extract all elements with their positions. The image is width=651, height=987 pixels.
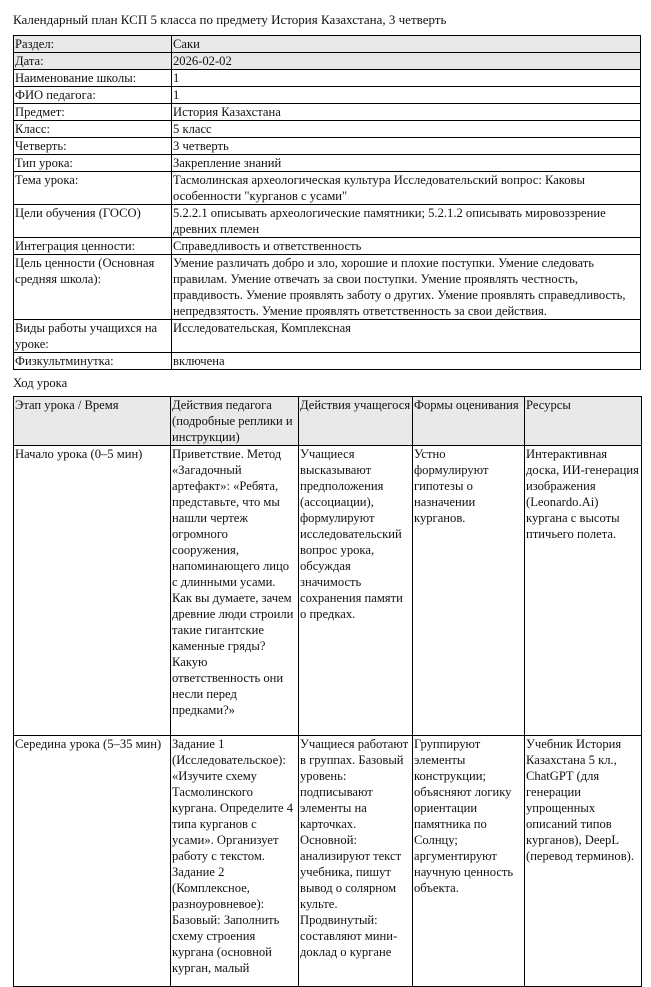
info-row-value-integration: [14, 238, 641, 255]
info-value: История Казахстана: [172, 104, 641, 121]
table-cell: Середина урока (5–35 мин): [14, 736, 171, 987]
table-header-row: [14, 397, 642, 446]
info-label: Дата:: [14, 53, 172, 70]
info-value: 3 четверть: [172, 138, 641, 155]
info-row-work-types: [14, 320, 641, 353]
info-label: Предмет:: [14, 104, 172, 121]
info-value: 2026-02-02: [172, 53, 641, 70]
info-row-topic: [14, 172, 641, 205]
table-row: [14, 446, 642, 736]
info-row-section: [14, 36, 641, 53]
lesson-progress-table: [13, 396, 642, 987]
info-label: Цель ценности (Основная средняя школа):: [14, 255, 172, 320]
info-label: Физкультминутка:: [14, 353, 172, 370]
info-row-subject: [14, 104, 641, 121]
info-value: Саки: [172, 36, 641, 53]
info-row-date: [14, 53, 641, 70]
info-label: Виды работы учащихся на уроке:: [14, 320, 172, 353]
table-cell: Учебник История Казахстана 5 кл., ChatGPT (для генерации упрощенных описаний типов курганов), DeepL (перевод терминов).: [525, 736, 642, 987]
info-row-teacher: [14, 87, 641, 104]
lesson-info-table: [13, 35, 641, 370]
info-label: Цели обучения (ГОСО): [14, 205, 172, 238]
column-header: Этап урока / Время: [14, 397, 171, 446]
info-value: 5 класс: [172, 121, 641, 138]
info-value: включена: [172, 353, 641, 370]
info-row-physical-break: [14, 353, 641, 370]
table-cell: Задание 1 (Исследовательское): «Изучите схему Тасмолинского кургана. Определите 4 типа курганов с усами». Организует работу с текстом. Задание 2 (Комплексное, разноуровневое): Базовый: Заполнить схему строения кургана (основной курган, малый: [171, 736, 299, 987]
info-row-school: [14, 70, 641, 87]
table-cell: Учащиеся работают в группах. Базовый уровень: подписывают элементы на карточках. Основной: анализируют текст учебника, пишут вывод о солярном культе. Продвинутый: составляют мини-доклад о кургане: [299, 736, 413, 987]
info-label: ФИО педагога:: [14, 87, 172, 104]
info-value: Исследовательская, Комплексная: [172, 320, 641, 353]
info-value: 1: [172, 70, 641, 87]
table-cell: Интерактивная доска, ИИ-генерация изображения (Leonardo.Ai) кургана с высоты птичьего полета.: [525, 446, 642, 736]
info-label: Четверть:: [14, 138, 172, 155]
column-header: Действия педагога (подробные реплики и инструкции): [171, 397, 299, 446]
info-label: Раздел:: [14, 36, 172, 53]
info-value: Закрепление знаний: [172, 155, 641, 172]
column-header: Формы оценивания: [413, 397, 525, 446]
info-row-quarter: [14, 138, 641, 155]
lesson-progress-heading: Ход урока: [13, 376, 68, 390]
info-row-lesson-type: [14, 155, 641, 172]
info-row-grade: [14, 121, 641, 138]
table-cell: Приветствие. Метод «Загадочный артефакт»: «Ребята, представьте, что мы нашли чертеж огромного сооружения, напоминающего лицо с длинными усами. Как вы думаете, зачем древние люди строили такие гигантские каменные гряды? Какую ответственность они несли перед предками?»: [171, 446, 299, 736]
info-label: Наименование школы:: [14, 70, 172, 87]
table-cell: Группируют элементы конструкции; объясняют логику ориентации памятника по Солнцу; аргументируют научную ценность объекта.: [413, 736, 525, 987]
table-cell: Устно формулируют гипотезы о назначении курганов.: [413, 446, 525, 736]
table-cell: Начало урока (0–5 мин): [14, 446, 171, 736]
info-value: 5.2.2.1 описывать археологические памятники; 5.2.1.2 описывать мировоззрение древних племен: [172, 205, 641, 238]
info-label: Интеграция ценности:: [14, 238, 172, 255]
info-label: Тип урока:: [14, 155, 172, 172]
document-title: Календарный план КСП 5 класса по предмету История Казахстана, 3 четверть: [13, 12, 447, 27]
info-label: Тема урока:: [14, 172, 172, 205]
info-label: Класс:: [14, 121, 172, 138]
column-header: Действия учащегося: [299, 397, 413, 446]
table-cell: Учащиеся высказывают предположения (ассоциации), формулируют исследовательский вопрос урока, обсуждая значимость сохранения памяти о предках.: [299, 446, 413, 736]
info-value: Тасмолинская археологическая культура Исследовательский вопрос: Каковы особенности "курганов с усами": [172, 172, 641, 205]
info-row-objectives: [14, 205, 641, 238]
info-value: Умение различать добро и зло, хорошие и плохие поступки. Умение следовать правилам. Умение отвечать за свои поступки. Умение проявлять честность, правдивость. Умение проявлять заботу о других. Умение проявлять справедливость, непредвзятость. Умение проявлять ответственность за свои действия.: [172, 255, 641, 320]
info-value: Справедливость и ответственность: [172, 238, 641, 255]
column-header: Ресурсы: [525, 397, 642, 446]
info-value: 1: [172, 87, 641, 104]
info-row-value-goal: [14, 255, 641, 320]
table-row: [14, 736, 642, 987]
